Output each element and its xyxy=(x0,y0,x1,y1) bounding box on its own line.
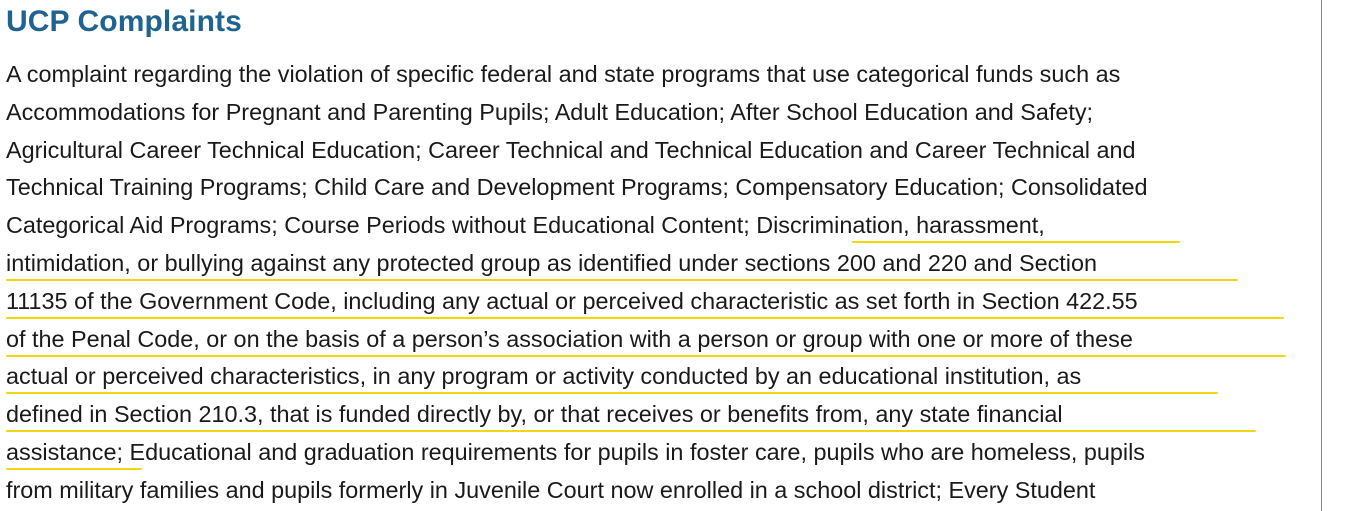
paragraph-line: assistance; Educational and graduation requirements for pupils in foster care, pupils who are homeless, pupils xyxy=(6,434,1306,472)
highlighted-text: assistance; xyxy=(6,438,124,465)
highlight-underline xyxy=(6,317,1284,319)
highlight-underline xyxy=(6,279,1238,281)
paragraph-line xyxy=(6,396,1306,434)
paragraph-line: Categorical Aid Programs; Course Periods without Educational Content; Discrimination, harassment, xyxy=(6,207,1306,245)
content-border xyxy=(1321,0,1322,511)
highlight-underline xyxy=(6,468,142,470)
highlight-underline xyxy=(852,241,1180,243)
section-heading: UCP Complaints xyxy=(6,5,242,38)
paragraph-line: A complaint regarding the violation of specific federal and state programs that use categorical funds such as xyxy=(6,61,1121,87)
highlight-underline xyxy=(6,355,1286,357)
complaint-paragraph xyxy=(6,56,1306,510)
paragraph-line xyxy=(6,283,1306,321)
highlight-underline xyxy=(6,392,1218,394)
highlighted-text: 11135 of the Government Code, including any actual or perceived characteristic as set forth in Section 422.55 xyxy=(6,287,1138,314)
paragraph-line: Technical Training Programs; Child Care and Development Programs; Compensatory Education; Consolidated xyxy=(6,174,1148,201)
highlight-underline xyxy=(6,430,1256,432)
paragraph-line: Accommodations for Pregnant and Parenting Pupils; Adult Education; After School Education and Safety; xyxy=(6,98,1094,125)
paragraph-line: Agricultural Career Technical Education; Career Technical and Technical Education and Career Technical and xyxy=(6,136,1136,163)
paragraph-line xyxy=(6,358,1306,396)
paragraph-line: from military families and pupils formerly in Juvenile Court now enrolled in a school district; Every Student xyxy=(6,476,1096,503)
paragraph-line xyxy=(6,245,1306,283)
highlighted-text: of the Penal Code, or on the basis of a person’s association with a person or group with one or more of these xyxy=(6,325,1133,352)
highlighted-text: defined in Section 210.3, that is funded directly by, or that receives or benefits from, any state financial xyxy=(6,401,1063,428)
highlighted-text: Discrimination, harassment, xyxy=(756,212,1045,239)
content-area xyxy=(6,0,1306,510)
highlighted-text: intimidation, or bullying against any protected group as identified under sections 200 and 220 and Section xyxy=(6,249,1097,276)
paragraph-line xyxy=(6,321,1306,359)
highlighted-text: actual or perceived characteristics, in any program or activity conducted by an educational institution, as xyxy=(6,363,1082,390)
